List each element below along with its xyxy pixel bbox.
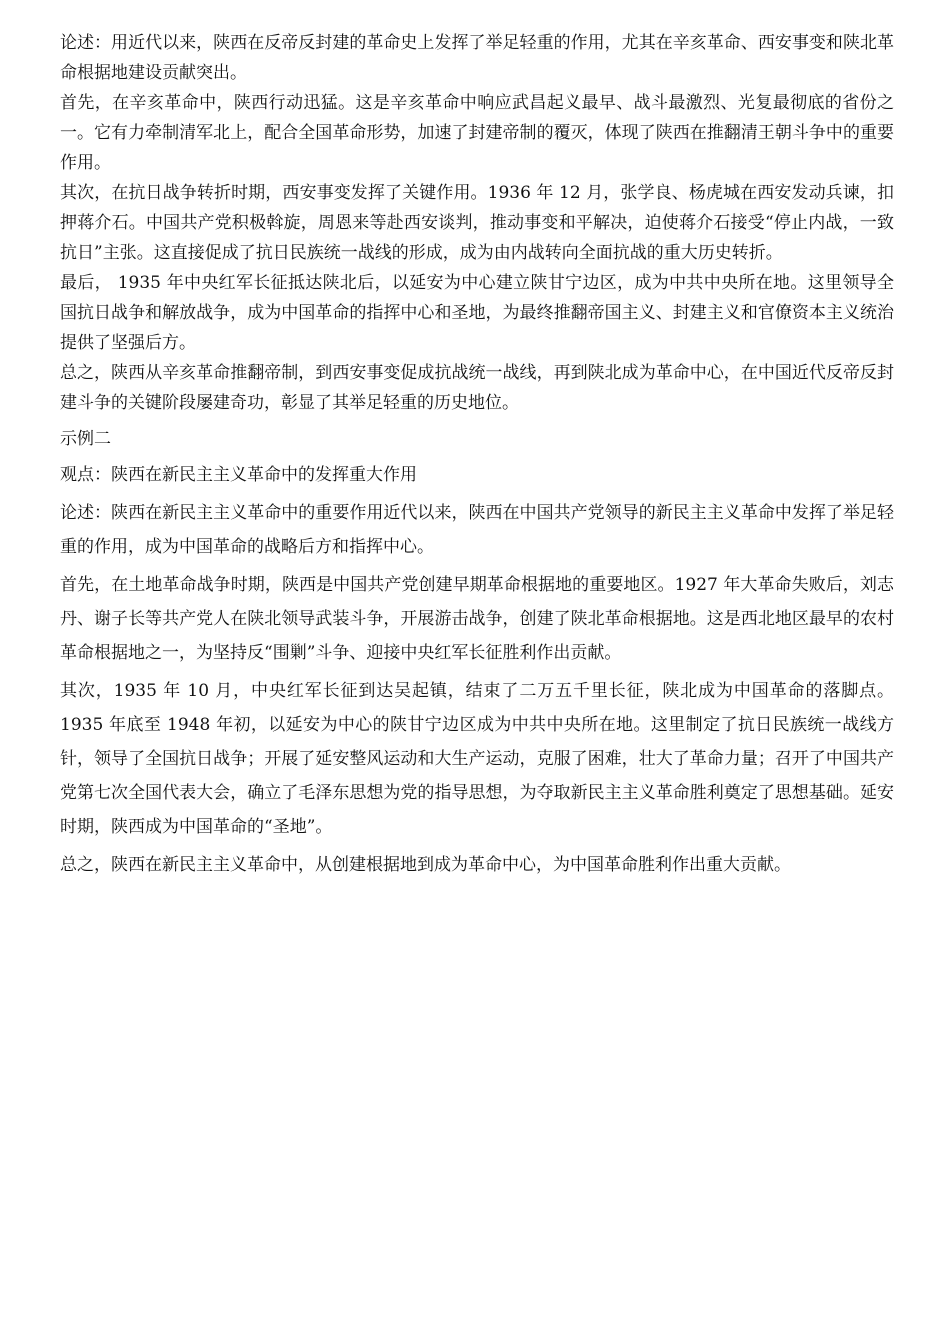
section-two	[60, 458, 894, 882]
document-page	[60, 28, 894, 882]
paragraph-yanan-period: 其次，1935 年 10 月，中央红军长征到达吴起镇，结束了二万五千里长征，陕北成为中国革命的落脚点。1935 年底至 1948 年初，以延安为中心的陕甘宁边区成为中共中央所在地。这里制定了抗日民族统一战线方针，领导了全国抗日战争；开展了延安整风运动和大生产运动，克服了困难，壮大了革命力量；召开了中国共产党第七次全国代表大会，确立了毛泽东思想为党的指导思想，为夺取新民主主义革命胜利奠定了思想基础。延安时期，陕西成为中国革命的“圣地”。	[60, 681, 894, 837]
paragraph-argument-intro: 论述：用近代以来，陕西在反帝反封建的革命史上发挥了举足轻重的作用，尤其在辛亥革命、西安事变和陕北革命根据地建设贡献突出。	[60, 33, 894, 83]
paragraph-viewpoint: 观点：陕西在新民主主义革命中的发挥重大作用	[60, 465, 417, 485]
paragraph-conclusion-one: 总之，陕西从辛亥革命推翻帝制，到西安事变促成抗战统一战线，再到陕北成为革命中心，在中国近代反帝反封建斗争的关键阶段屡建奇功，彰显了其举足轻重的历史地位。	[60, 363, 894, 413]
paragraph-xinhai-revolution: 首先，在辛亥革命中，陕西行动迅猛。这是辛亥革命中响应武昌起义最早、战斗最激烈、光复最彻底的省份之一。它有力牵制清军北上，配合全国革命形势，加速了封建帝制的覆灭，体现了陕西在推翻清王朝斗争中的重要作用。	[60, 93, 894, 173]
paragraph-argument-two: 论述：陕西在新民主主义革命中的重要作用近代以来，陕西在中国共产党领导的新民主主义革命中发挥了举足轻重的作用，成为中国革命的战略后方和指挥中心。	[60, 503, 894, 557]
section-one	[60, 28, 894, 418]
paragraph-xian-incident: 其次，在抗日战争转折时期，西安事变发挥了关键作用。1936 年 12 月，张学良、杨虎城在西安发动兵谏，扣押蒋介石。中国共产党积极斡旋，周恩来等赴西安谈判，推动事变和平解决，迫使蒋介石接受“停止内战，一致抗日”主张。这直接促成了抗日民族统一战线的形成，成为由内战转向全面抗战的重大历史转折。	[60, 183, 894, 263]
paragraph-northern-shaanxi-base: 最后， 1935 年中央红军长征抵达陕北后，以延安为中心建立陕甘宁边区，成为中共中央所在地。这里领导全国抗日战争和解放战争，成为中国革命的指挥中心和圣地，为最终推翻帝国主义、封建主义和官僚资本主义统治提供了坚强后方。	[60, 273, 894, 353]
paragraph-land-revolution: 首先，在土地革命战争时期，陕西是中国共产党创建早期革命根据地的重要地区。1927 年大革命失败后，刘志丹、谢子长等共产党人在陕北领导武装斗争，开展游击战争，创建了陕北革命根据地。这是西北地区最早的农村革命根据地之一，为坚持反“围剿”斗争、迎接中央红军长征胜利作出贡献。	[60, 575, 894, 663]
paragraph-conclusion-two: 总之，陕西在新民主主义革命中，从创建根据地到成为革命中心，为中国革命胜利作出重大贡献。	[60, 855, 791, 875]
example-two-heading: 示例二	[60, 429, 111, 449]
